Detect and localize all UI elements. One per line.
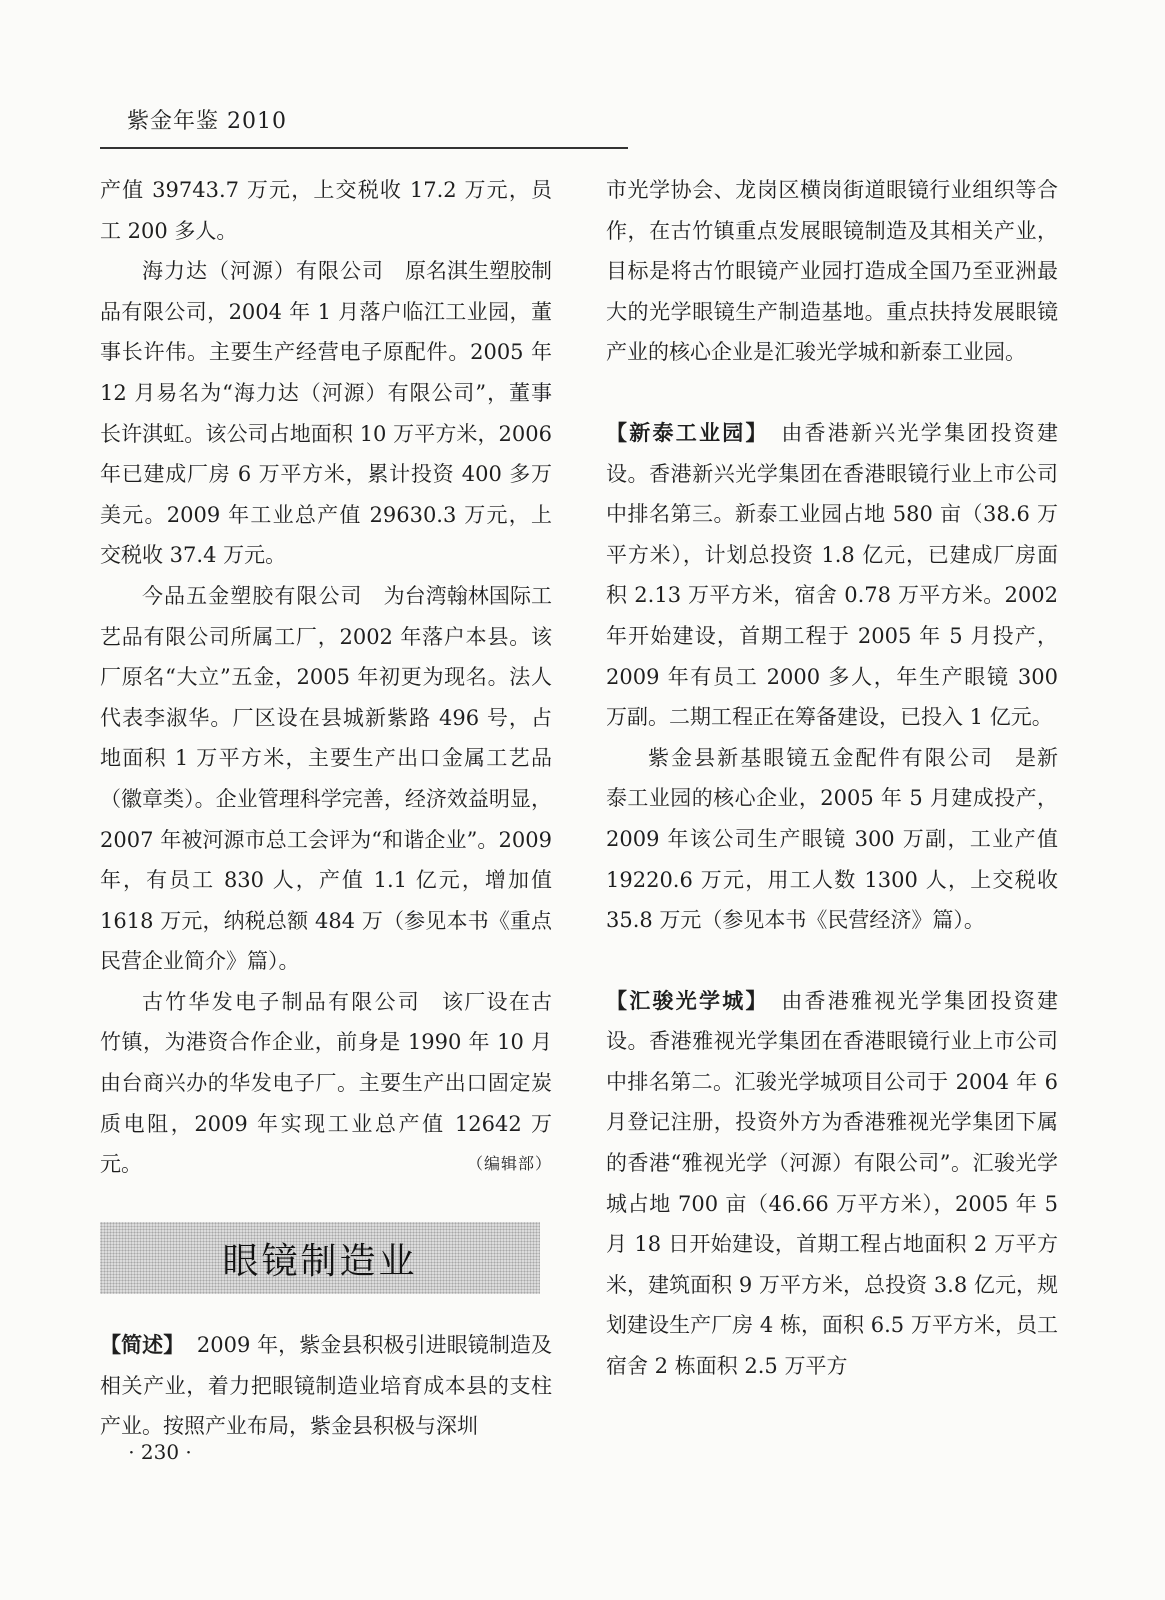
paragraph: 市光学协会、龙岗区横岗街道眼镜行业组织等合作，在古竹镇重点发展眼镜制造及其相关产业，目标是将古竹眼镜产业园打造成全国乃至亚洲最大的光学眼镜生产制造基地。重点扶持发展眼镜产业的核心企业是汇骏光学城和新泰工业园。 (606, 178, 1058, 365)
company-text: 是新泰工业园的核心企业，2005 年 5 月建成投产，2009 年该公司生产眼镜 300 万副，工业产值 19220.6 万元，用工人数 1300 人，上交税收 35.8 万元（参见本书《民营经济》篇）。 (606, 745, 1058, 933)
right-column (606, 170, 1058, 1387)
subsection-paragraph (606, 413, 1058, 738)
summary-paragraph (100, 1325, 552, 1447)
company-name: 紫金县新基眼镜五金配件有限公司 (648, 745, 994, 770)
subsection-text: 由香港新兴光学集团投资建设。香港新兴光学集团在香港眼镜行业上市公司中排名第三。新泰工业园占地 580 亩（38.6 万平方米），计划总投资 1.8 亿元，已建成厂房面积 2.13 万平方米，宿舍 0.78 万平方米。2002 年开始建设，首期工程于 2005 年 5 月投产，2009 年有员工 2000 多人，年生产眼镜 300 万副。二期工程正在筹备建设，已投入 1 亿元。 (606, 420, 1059, 730)
company-entry (100, 251, 552, 576)
spacer (606, 941, 1058, 981)
spacer (606, 373, 1058, 413)
header-rule (100, 147, 628, 149)
editor-credit: （编辑部） (466, 1154, 552, 1174)
subsection-tag: 【汇骏光学城】 (606, 988, 769, 1013)
company-text: 该厂设在古竹镇，为港资合作企业，前身是 1990 年 10 月由台商兴办的华发电子厂。主要生产出口固定炭质电阻，2009 年实现工业总产值 12642 万元。 (100, 989, 552, 1177)
left-column (100, 170, 552, 1185)
page-number: · 230 · (128, 1440, 192, 1464)
company-name: 海力达（河源）有限公司 (142, 259, 384, 284)
company-entry (100, 982, 552, 1185)
section-title-banner (100, 1222, 540, 1294)
summary-tag: 【简述】 (100, 1333, 185, 1357)
subsection-tag: 【新泰工业园】 (606, 420, 769, 445)
running-header: 紫金年鉴 2010 (127, 109, 287, 134)
subsection-text: 由香港雅视光学集团投资建设。香港雅视光学集团在香港眼镜行业上市公司中排名第二。汇骏光学城项目公司于 2004 年 6 月登记注册，投资外方为香港雅视光学集团下属的香港“雅视光学（河源）有限公司”。汇骏光学城占地 700 亩（46.66 万平方米），2005 年 5 月 18 日开始建设，首期工程占地面积 2 万平方米，建筑面积 9 万平方米，总投资 3.8 亿元，规划建设生产厂房 4 栋，面积 6.5 万平方米，员工宿舍 2 栋面积 2.5 万平方 (606, 988, 1059, 1379)
company-entry (100, 576, 552, 982)
subsection-paragraph (606, 981, 1058, 1387)
company-entry (606, 738, 1058, 941)
company-text: 原名淇生塑胶制品有限公司，2004 年 1 月落户临江工业园，董事长许伟。主要生产经营电子原配件。2005 年 12 月易名为“海力达（河源）有限公司”，董事长许淇虹。该公司占地面积 10 万平方米，2006 年已建成厂房 6 万平方米，累计投资 400 多万美元。2009 年工业总产值 29630.3 万元，上交税收 37.4 万元。 (100, 259, 552, 568)
company-name: 古竹华发电子制品有限公司 (142, 989, 421, 1014)
company-text: 为台湾翰林国际工艺品有限公司所属工厂，2002 年落户本县。该厂原名“大立”五金，2005 年初更为现名。法人代表李淑华。厂区设在县城新紫路 496 号，占地面积 1 万平方米，主要生产出口金属工艺品（徽章类）。企业管理科学完善，经济效益明显，2007 年被河源市总工会评为“和谐企业”。2009 年，有员工 830 人，产值 1.1 亿元，增加值 1618 万元，纳税总额 484 万（参见本书《重点民营企业简介》篇）。 (100, 583, 553, 974)
summary-text: 2009 年，紫金县积极引进眼镜制造及相关产业，着力把眼镜制造业培育成本县的支柱产业。按照产业布局，紫金县积极与深圳 (100, 1333, 553, 1439)
section-title: 眼镜制造业 (222, 1240, 418, 1282)
paragraph: 产值 39743.7 万元，上交税收 17.2 万元，员工 200 多人。 (100, 178, 552, 243)
left-column-lower (100, 1325, 552, 1447)
company-name: 今品五金塑胶有限公司 (142, 583, 363, 608)
